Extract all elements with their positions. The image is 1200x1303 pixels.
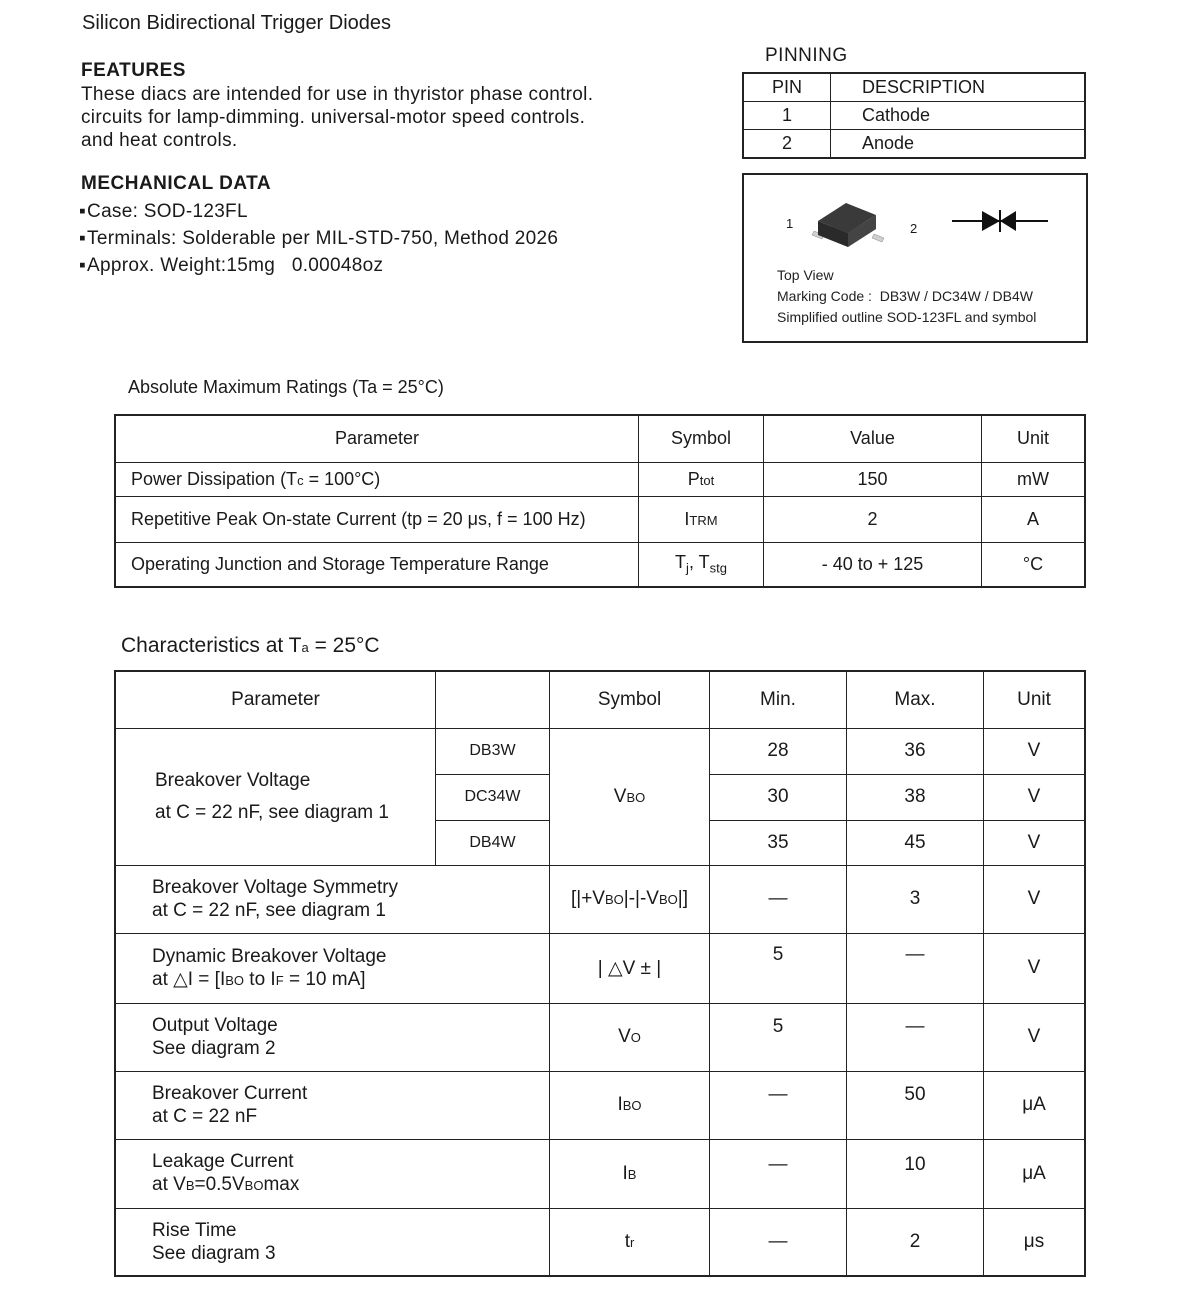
- min-cell: 35: [710, 820, 847, 865]
- unit-cell: μs: [984, 1208, 1086, 1276]
- param-cell: Leakage Current at VB=0.5VBOmax: [115, 1139, 550, 1208]
- table-header-row: [743, 73, 1085, 102]
- package-caption: [777, 265, 1036, 328]
- table-row: [115, 496, 1085, 542]
- symbol-cell: | △V ± |: [550, 933, 710, 1003]
- table-row: [115, 1139, 1085, 1208]
- col-header: Unit: [982, 415, 1086, 462]
- unit-cell: V: [984, 728, 1086, 774]
- pin-description: Cathode: [831, 102, 1086, 130]
- pinning-table: [742, 72, 1086, 159]
- abs-max-table: [114, 414, 1086, 588]
- param-cell: Output Voltage See diagram 2: [115, 1003, 550, 1071]
- caption-line: Top View: [777, 267, 834, 283]
- table-row: [115, 462, 1085, 496]
- type-cell: DC34W: [436, 774, 550, 820]
- value-cell: 2: [764, 496, 982, 542]
- features-line: circuits for lamp-dimming. universal-motor speed controls.: [81, 107, 586, 128]
- symbol-cell: IBO: [550, 1071, 710, 1139]
- caption-line: Simplified outline SOD-123FL and symbol: [777, 309, 1037, 325]
- col-header: Parameter: [115, 415, 639, 462]
- symbol-cell: IB: [550, 1139, 710, 1208]
- unit-cell: μA: [984, 1071, 1086, 1139]
- min-cell: 28: [710, 728, 847, 774]
- unit-cell: mW: [982, 462, 1086, 496]
- param-cell: Breakover Voltage Symmetry at C = 22 nF, see diagram 1: [115, 865, 550, 933]
- max-cell: 50: [847, 1071, 984, 1139]
- min-cell: —: [710, 865, 847, 933]
- symbol-cell: Ptot: [639, 462, 764, 496]
- sod123fl-package-icon: [804, 195, 894, 255]
- mechanical-item: ▪ Terminals: Solderable per MIL-STD-750, Method 2026: [79, 225, 558, 252]
- package-pin2-label: 2: [910, 221, 918, 236]
- type-cell: DB3W: [436, 728, 550, 774]
- characteristics-table: [114, 670, 1086, 1277]
- col-header: Symbol: [550, 671, 710, 728]
- max-cell: 45: [847, 820, 984, 865]
- max-cell: 38: [847, 774, 984, 820]
- unit-cell: V: [984, 933, 1086, 1003]
- package-outline-box: [742, 173, 1088, 343]
- pinning-heading: PINNING: [765, 45, 848, 66]
- table-row: [743, 102, 1085, 130]
- unit-cell: V: [984, 774, 1086, 820]
- col-header: Value: [764, 415, 982, 462]
- unit-cell: A: [982, 496, 1086, 542]
- table-header-row: [115, 671, 1085, 728]
- table-row: [115, 1208, 1085, 1276]
- unit-cell: V: [984, 865, 1086, 933]
- symbol-cell: VO: [550, 1003, 710, 1071]
- max-cell: 36: [847, 728, 984, 774]
- desc-col-header: DESCRIPTION: [831, 73, 1086, 102]
- max-cell: 10: [847, 1139, 984, 1208]
- table-row: [115, 1071, 1085, 1139]
- symbol-cell: ITRM: [639, 496, 764, 542]
- mechanical-item: ▪ Case: SOD-123FL: [79, 198, 558, 225]
- table-row: [115, 933, 1085, 1003]
- table-row: [115, 1003, 1085, 1071]
- param-cell: Dynamic Breakover Voltage at △I = [IBO to IF = 10 mA]: [115, 933, 550, 1003]
- min-cell: —: [710, 1208, 847, 1276]
- param-cell: Power Dissipation (Tc = 100°C): [115, 462, 639, 496]
- param-cell: Breakover Current at C = 22 nF: [115, 1071, 550, 1139]
- param-cell: Breakover Voltage at C = 22 nF, see diagram 1: [115, 728, 436, 865]
- symbol-cell: $T_j$, $T_{stg}$: [639, 542, 764, 587]
- min-cell: 5: [710, 933, 847, 1003]
- symbol-cell: [|+VBO|-|-VBO|]: [550, 865, 710, 933]
- col-header: Unit: [984, 671, 1086, 728]
- min-cell: —: [710, 1071, 847, 1139]
- pin-description: Anode: [831, 130, 1086, 159]
- table-header-row: [115, 415, 1085, 462]
- package-pin1-label: 1: [786, 216, 794, 231]
- unit-cell: μA: [984, 1139, 1086, 1208]
- pin-number: 1: [743, 102, 831, 130]
- features-line: These diacs are intended for use in thyristor phase control.: [81, 84, 594, 105]
- col-header: Symbol: [639, 415, 764, 462]
- max-cell: —: [847, 1003, 984, 1071]
- table-row: [115, 542, 1085, 587]
- table-row: [115, 865, 1085, 933]
- diac-symbol-icon: [952, 207, 1048, 237]
- max-cell: 2: [847, 1208, 984, 1276]
- mechanical-heading: MECHANICAL DATA: [81, 173, 272, 194]
- type-cell: DB4W: [436, 820, 550, 865]
- char-title: Characteristics at Ta = 25°C: [121, 634, 380, 657]
- min-cell: —: [710, 1139, 847, 1208]
- value-cell: 150: [764, 462, 982, 496]
- table-row: [115, 728, 1085, 774]
- table-row: [743, 130, 1085, 159]
- unit-cell: °C: [982, 542, 1086, 587]
- param-cell: Operating Junction and Storage Temperature Range: [115, 542, 639, 587]
- mechanical-list: [79, 198, 558, 279]
- max-cell: 3: [847, 865, 984, 933]
- symbol-cell: tr: [550, 1208, 710, 1276]
- mechanical-item: ▪ Approx. Weight:15mg 0.00048oz: [79, 252, 558, 279]
- features-heading: FEATURES: [81, 60, 186, 81]
- col-header-blank: [436, 671, 550, 728]
- symbol-cell: VBO: [550, 728, 710, 865]
- unit-cell: V: [984, 820, 1086, 865]
- param-cell: Repetitive Peak On-state Current (tp = 20 μs, f = 100 Hz): [115, 496, 639, 542]
- min-cell: 30: [710, 774, 847, 820]
- features-text: [81, 83, 593, 152]
- col-header: Min.: [710, 671, 847, 728]
- document-title: Silicon Bidirectional Trigger Diodes: [82, 12, 392, 34]
- features-line: and heat controls.: [81, 130, 238, 151]
- col-header: Max.: [847, 671, 984, 728]
- caption-line: Marking Code : DB3W / DC34W / DB4W: [777, 288, 1033, 304]
- unit-cell: V: [984, 1003, 1086, 1071]
- abs-max-title: Absolute Maximum Ratings (Ta = 25°C): [128, 377, 444, 397]
- max-cell: —: [847, 933, 984, 1003]
- param-cell: Rise Time See diagram 3: [115, 1208, 550, 1276]
- pin-col-header: PIN: [743, 73, 831, 102]
- pin-number: 2: [743, 130, 831, 159]
- col-header: Parameter: [115, 671, 436, 728]
- min-cell: 5: [710, 1003, 847, 1071]
- value-cell: - 40 to + 125: [764, 542, 982, 587]
